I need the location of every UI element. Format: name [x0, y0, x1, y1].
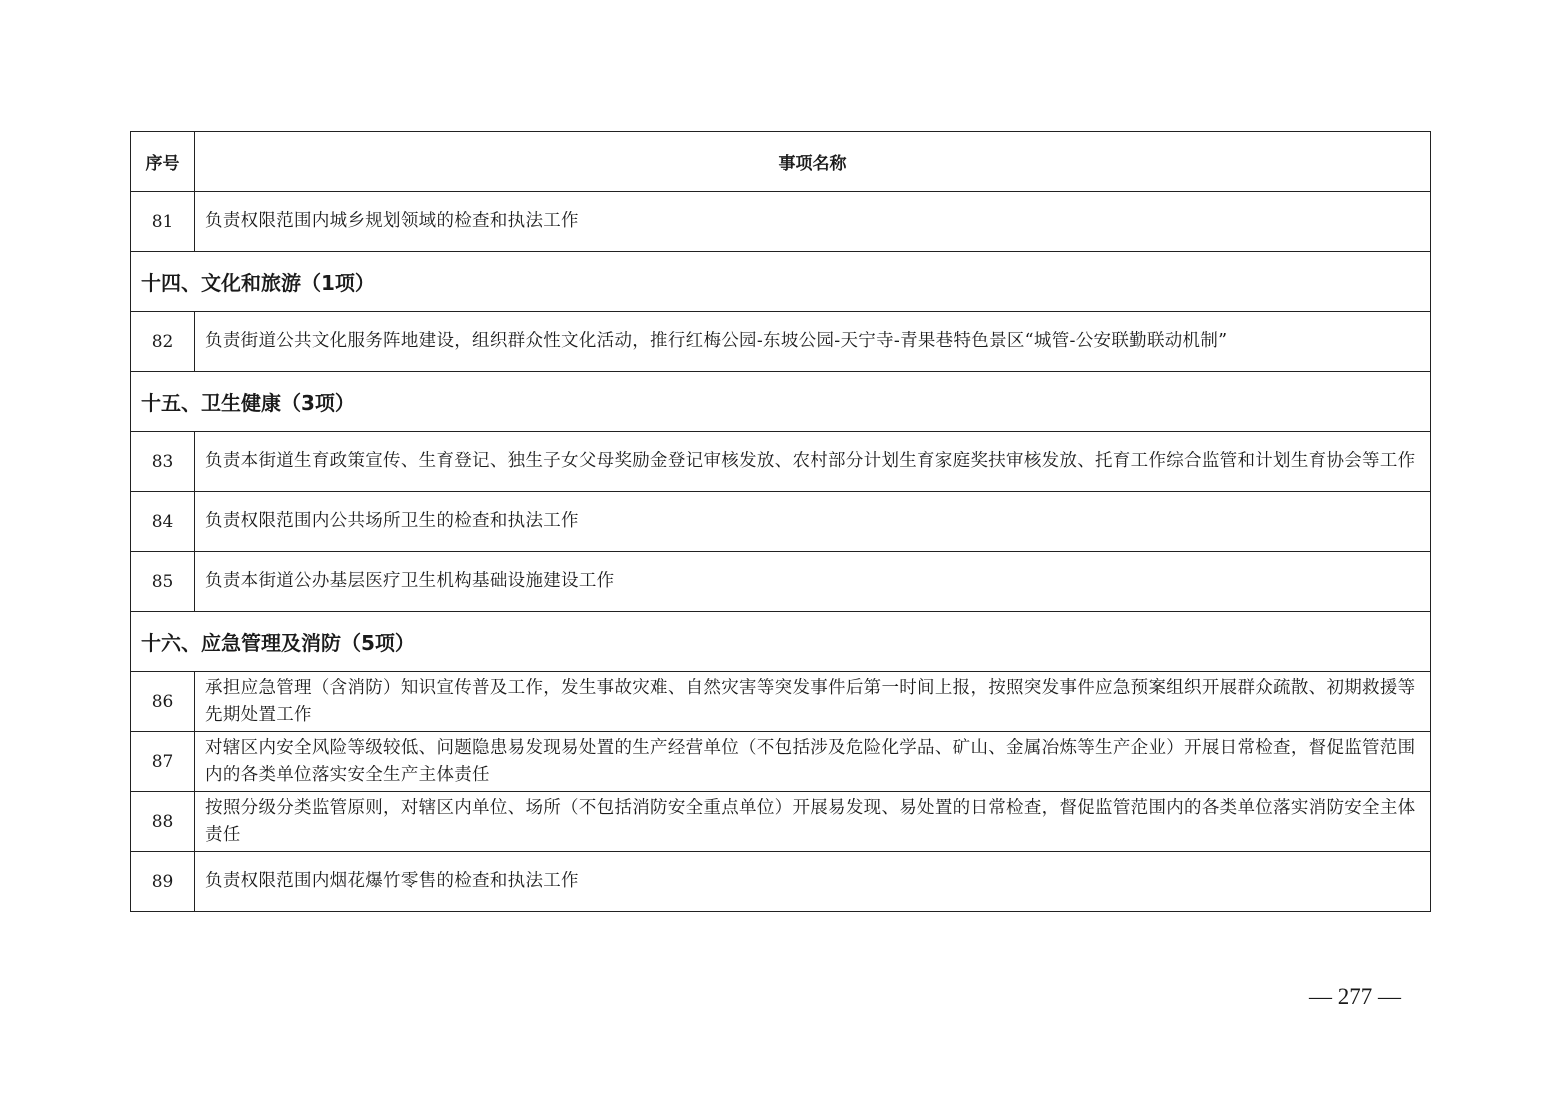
row-number: 85	[131, 552, 195, 612]
row-text: 负责权限范围内城乡规划领域的检查和执法工作	[195, 192, 1431, 252]
table-row	[131, 312, 1431, 372]
page-number: — 277 —	[1309, 984, 1401, 1009]
table-row	[131, 852, 1431, 912]
row-text: 按照分级分类监管原则，对辖区内单位、场所（不包括消防安全重点单位）开展易发现、易处置的日常检查，督促监管范围内的各类单位落实消防安全主体责任	[195, 792, 1431, 852]
table-row	[131, 732, 1431, 792]
table-row	[131, 432, 1431, 492]
section-row	[131, 612, 1431, 672]
section-title: 十六、应急管理及消防（5项）	[131, 612, 1431, 672]
table-row	[131, 492, 1431, 552]
table-row	[131, 552, 1431, 612]
row-text: 负责本街道公办基层医疗卫生机构基础设施建设工作	[195, 552, 1431, 612]
table-row	[131, 672, 1431, 732]
section-title: 十四、文化和旅游（1项）	[131, 252, 1431, 312]
section-row	[131, 252, 1431, 312]
row-number: 81	[131, 192, 195, 252]
table-header-row	[131, 132, 1431, 192]
header-name: 事项名称	[195, 132, 1431, 192]
header-num: 序号	[131, 132, 195, 192]
items-table	[130, 131, 1431, 912]
table-row	[131, 792, 1431, 852]
row-text: 负责街道公共文化服务阵地建设，组织群众性文化活动，推行红梅公园-东坡公园-天宁寺-青果巷特色景区“城管-公安联勤联动机制”	[195, 312, 1431, 372]
row-number: 83	[131, 432, 195, 492]
row-number: 88	[131, 792, 195, 852]
row-number: 87	[131, 732, 195, 792]
row-text: 对辖区内安全风险等级较低、问题隐患易发现易处置的生产经营单位（不包括涉及危险化学品、矿山、金属冶炼等生产企业）开展日常检查，督促监管范围内的各类单位落实安全生产主体责任	[195, 732, 1431, 792]
row-text: 负责权限范围内公共场所卫生的检查和执法工作	[195, 492, 1431, 552]
row-text: 承担应急管理（含消防）知识宣传普及工作，发生事故灾难、自然灾害等突发事件后第一时间上报，按照突发事件应急预案组织开展群众疏散、初期救援等先期处置工作	[195, 672, 1431, 732]
row-text: 负责权限范围内烟花爆竹零售的检查和执法工作	[195, 852, 1431, 912]
row-number: 82	[131, 312, 195, 372]
row-number: 89	[131, 852, 195, 912]
table-row	[131, 192, 1431, 252]
row-number: 86	[131, 672, 195, 732]
section-row	[131, 372, 1431, 432]
section-title: 十五、卫生健康（3项）	[131, 372, 1431, 432]
row-text: 负责本街道生育政策宣传、生育登记、独生子女父母奖励金登记审核发放、农村部分计划生育家庭奖扶审核发放、托育工作综合监管和计划生育协会等工作	[195, 432, 1431, 492]
row-number: 84	[131, 492, 195, 552]
